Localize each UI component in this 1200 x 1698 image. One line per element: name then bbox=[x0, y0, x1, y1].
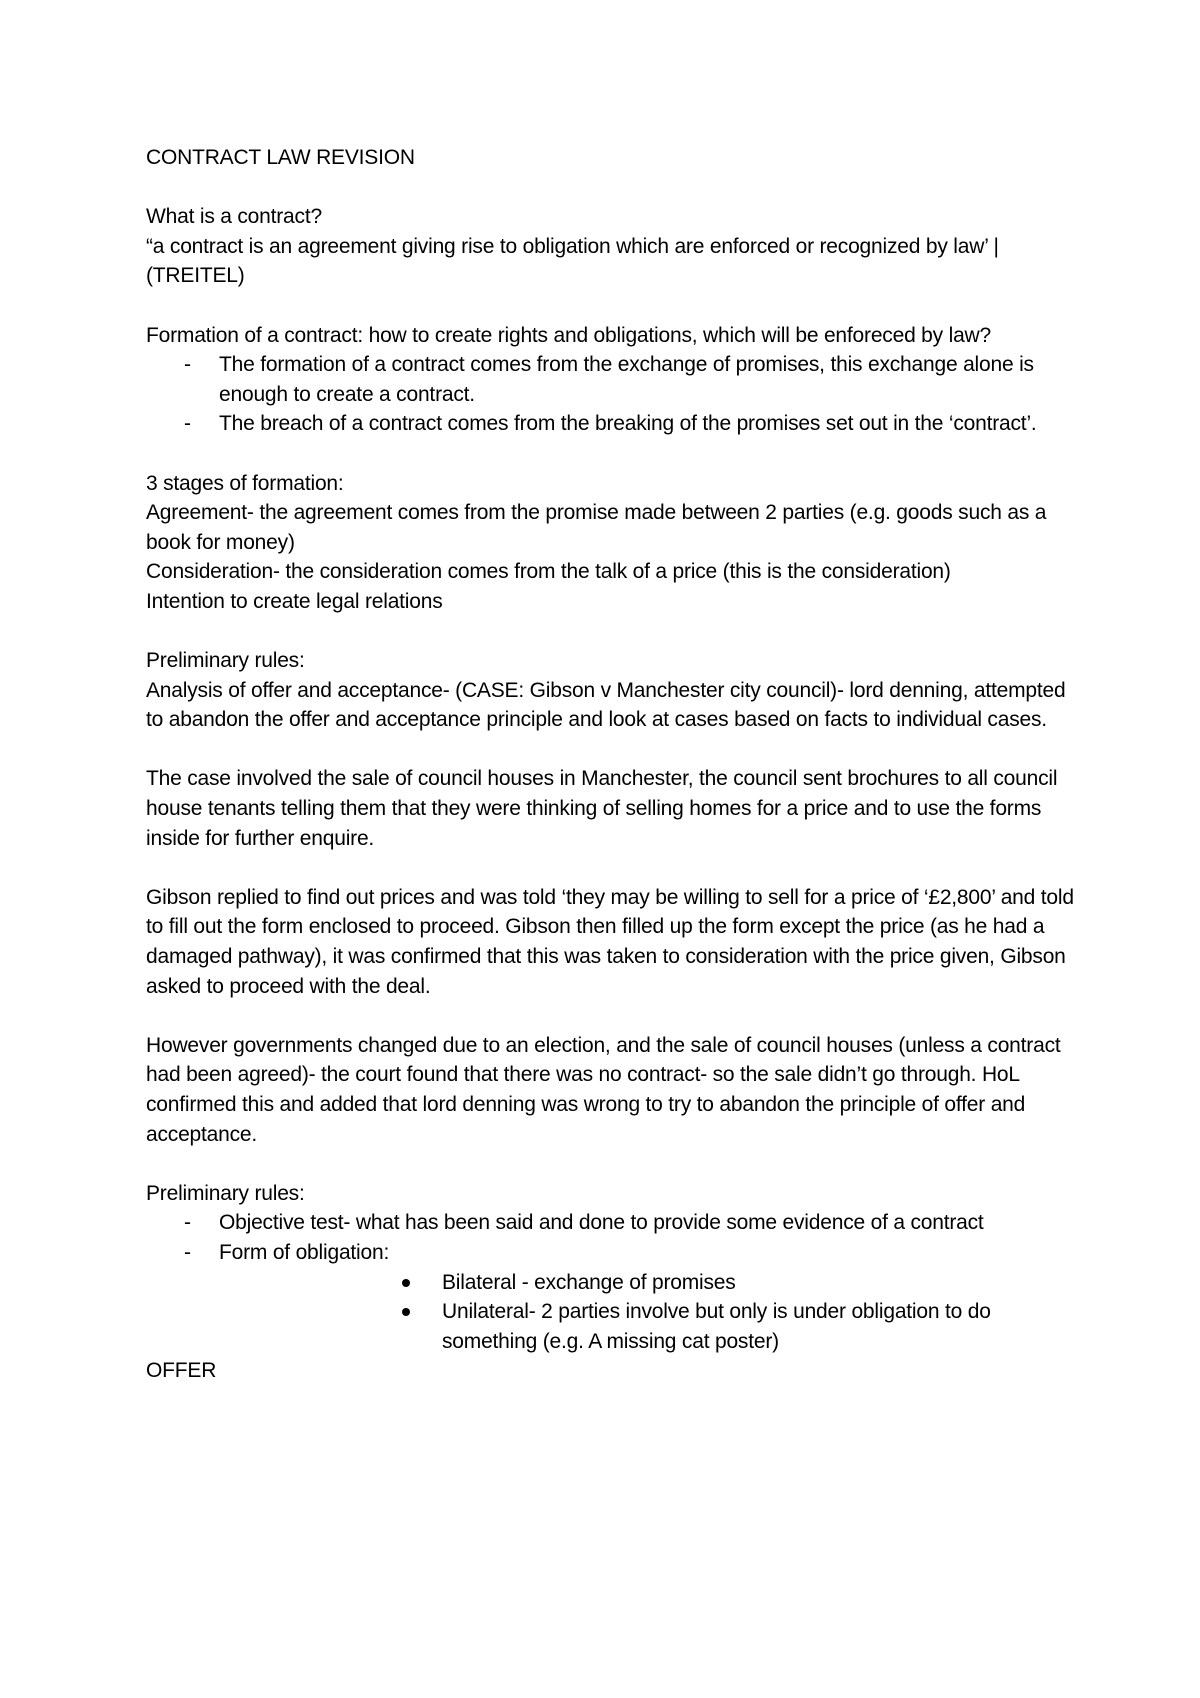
document-title: CONTRACT LAW REVISION bbox=[146, 146, 415, 169]
gibson-paragraph: Gibson replied to find out prices and was told ‘they may be willing to sell for a price of ‘£2,800’ and told to fill out the form enclosed to proceed. Gibson then filled up the form except the price (as he had a damaged pathway), it was confirmed that this was taken to consideration with the price given, Gibson asked to proceed with the deal. bbox=[146, 885, 1074, 998]
treitel-quote: “a contract is an agreement giving rise to obligation which are enforced or recognized by law’ |(TREITEL) bbox=[146, 234, 999, 288]
obligation-bilateral: Bilateral - exchange of promises bbox=[442, 1270, 736, 1294]
question-what-is-contract: What is a contract? bbox=[146, 205, 322, 229]
stage-agreement: Agreement- the agreement comes from the promise made between 2 parties (e.g. goods such as a book for money) bbox=[146, 501, 1047, 554]
preliminary-rules-heading: Preliminary rules: bbox=[146, 649, 305, 673]
dash-marker: - bbox=[184, 1211, 191, 1235]
offer-heading: OFFER bbox=[146, 1359, 217, 1383]
list-item bbox=[146, 409, 1076, 439]
document-page bbox=[146, 143, 1076, 1386]
formation-heading: Formation of a contract: how to create rights and obligations, which will be enforeced by law? bbox=[146, 323, 991, 347]
stages-heading: 3 stages of formation: bbox=[146, 471, 344, 495]
bullet-icon bbox=[402, 1279, 410, 1287]
list-item bbox=[146, 1208, 1076, 1238]
list-item bbox=[146, 350, 1076, 409]
stage-consideration: Consideration- the consideration comes from the talk of a price (this is the consideration) bbox=[146, 560, 951, 584]
dash-marker: - bbox=[184, 1240, 191, 1264]
preliminary-rules-heading-2: Preliminary rules: bbox=[146, 1181, 305, 1205]
formation-point-2: The breach of a contract comes from the breaking of the promises set out in the ‘contract’. bbox=[219, 412, 1037, 436]
stage-intention: Intention to create legal relations bbox=[146, 589, 443, 613]
prelim-point-objective-test: Objective test- what has been said and done to provide some evidence of a contract bbox=[219, 1211, 984, 1235]
case-paragraph: The case involved the sale of council houses in Manchester, the council sent brochures to all council house tenants telling them that they were thinking of selling homes for a price and to use the forms inside for further enquire. bbox=[146, 767, 1058, 850]
dash-marker: - bbox=[184, 353, 191, 377]
however-paragraph: However governments changed due to an election, and the sale of council houses (unless a contract had been agreed)- the court found that there was no contract- so the sale didn’t go through. HoL confirmed this and added that lord denning was wrong to try to abandon the principle of offer and acceptance. bbox=[146, 1033, 1061, 1146]
dash-marker: - bbox=[184, 412, 191, 436]
list-item bbox=[146, 1268, 1076, 1298]
prelim-point-form-of-obligation: Form of obligation: bbox=[219, 1240, 390, 1264]
formation-point-1: The formation of a contract comes from the exchange of promises, this exchange alone is enough to create a contract. bbox=[219, 353, 1034, 406]
list-item bbox=[146, 1238, 1076, 1268]
list-item bbox=[146, 1297, 1076, 1356]
analysis-paragraph: Analysis of offer and acceptance- (CASE: Gibson v Manchester city council)- lord denning, attempted to abandon the offer and acceptance principle and look at cases based on facts to individual cases. bbox=[146, 678, 1066, 732]
bullet-icon bbox=[402, 1308, 410, 1316]
obligation-unilateral: Unilateral- 2 parties involve but only is under obligation to do something (e.g. A missing cat poster) bbox=[442, 1300, 991, 1353]
